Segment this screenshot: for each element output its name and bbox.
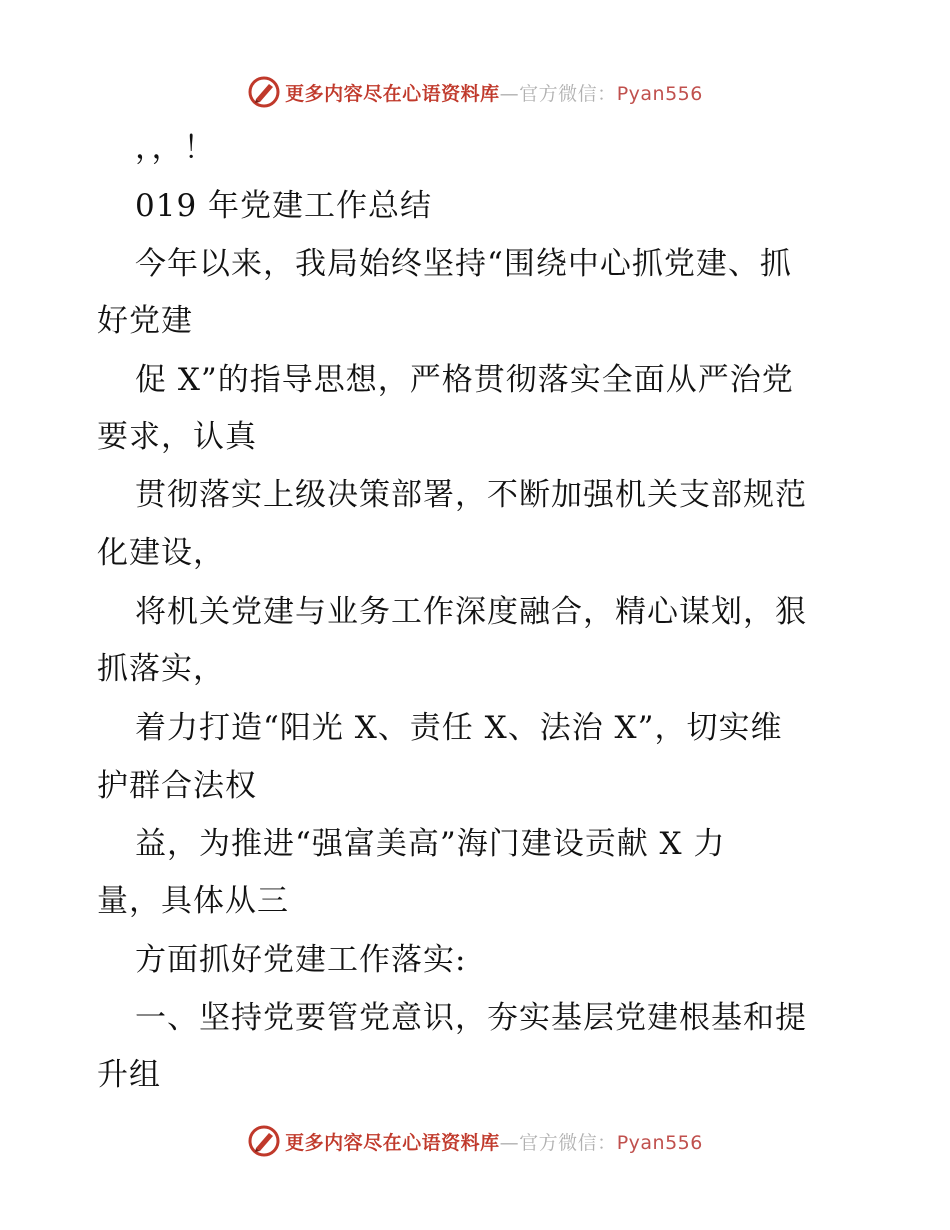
header-watermark (0, 72, 950, 112)
text-line: 要求，认真 (97, 419, 257, 455)
text-line: 好党建 (97, 303, 193, 339)
text-line: 化建设， (97, 535, 225, 571)
watermark-main: 更多内容尽在心语资料库 (285, 1131, 500, 1154)
pen-circle-logo-icon (247, 75, 281, 109)
text-line: 一、坚持党要管党意识，夯实基层党建根基和提 (135, 1000, 807, 1036)
watermark-text (285, 1128, 703, 1155)
document-title: 019 年党建工作总结 (135, 188, 433, 224)
text-line: 护群合法权 (97, 768, 257, 804)
watermark-dash: — (499, 82, 520, 105)
watermark-wechat-label: 官方微信： (519, 82, 617, 105)
text-line: 抓落实， (97, 651, 225, 687)
text-line: 贯彻落实上级决策部署，不断加强机关支部规范 (135, 477, 807, 513)
watermark-text (285, 79, 703, 106)
text-line: 促 X”的指导思想，严格贯彻落实全面从严治党 (135, 362, 794, 398)
text-line: ，，！ (135, 130, 216, 166)
text-line: 方面抓好党建工作落实: (135, 942, 467, 978)
text-line: 今年以来，我局始终坚持“围绕中心抓党建、抓 (135, 246, 792, 282)
text-line: 益，为推进“强富美高”海门建设贡献 X 力 (135, 826, 726, 862)
text-line: 着力打造“阳光 X、责任 X、法治 X”，切实维 (135, 710, 783, 746)
pen-circle-logo-icon (247, 1124, 281, 1158)
watermark-wechat-label: 官方微信： (519, 1131, 617, 1154)
watermark-wechat-id: Pyan556 (616, 82, 703, 105)
text-line: 量，具体从三 (97, 883, 289, 919)
footer-watermark (0, 1121, 950, 1161)
watermark-wechat-id: Pyan556 (616, 1131, 703, 1154)
text-line: 将机关党建与业务工作深度融合，精心谋划，狠 (135, 594, 807, 630)
text-line: 升组 (97, 1057, 161, 1093)
watermark-main: 更多内容尽在心语资料库 (285, 82, 500, 105)
watermark-dash: — (499, 1131, 520, 1154)
